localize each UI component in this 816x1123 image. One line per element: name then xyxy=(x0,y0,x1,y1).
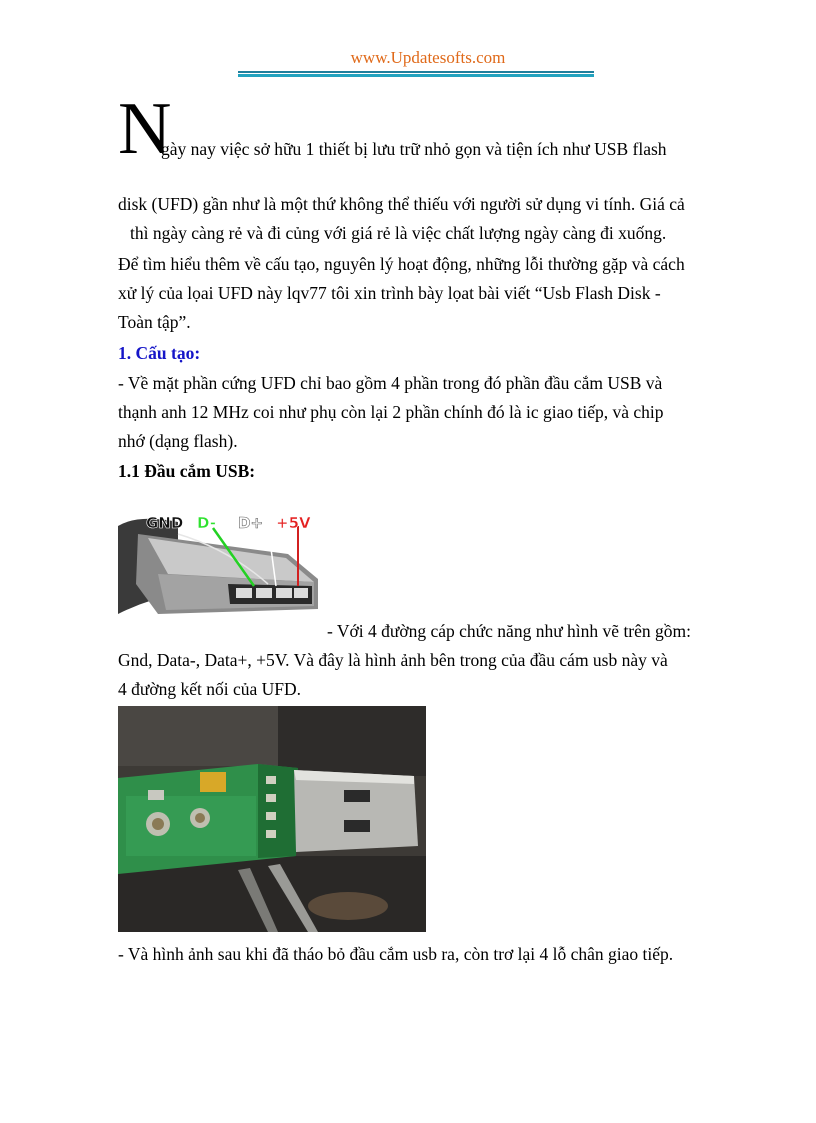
drop-cap: N xyxy=(118,88,172,170)
ufd-internal-photo xyxy=(118,706,426,932)
section1-line-1: - Về mặt phần cứng UFD chỉ bao gồm 4 phần trong đó phần đầu cắm USB và xyxy=(118,373,663,393)
intro-line-1: gày nay việc sở hữu 1 thiết bị lưu trữ nhỏ gọn và tiện ích như USB flash xyxy=(161,139,667,159)
usb-pinout-figure xyxy=(118,504,324,640)
pin-label-5v: +5V xyxy=(276,514,311,532)
intro-line-3: thì ngày càng rẻ và đi củng với giá rẻ là việc chất lượng ngày càng đi xuống. xyxy=(130,223,667,243)
pin-label-gnd: GND xyxy=(146,514,184,532)
site-link[interactable]: www.Updatesofts.com xyxy=(350,48,506,67)
figure-caption-line-1: - Với 4 đường cáp chức năng như hình vẽ trên gồm: xyxy=(327,621,691,641)
pin-label-d-minus: D- xyxy=(197,514,216,532)
pin-label-d-plus: D+ xyxy=(238,514,264,532)
section1-line-3: nhớ (dạng flash). xyxy=(118,431,238,451)
intro-line-5: xử lý của lọai UFD này lqv77 tôi xin trình bày lọat bài viết “Usb Flash Disk - xyxy=(118,283,661,303)
intro-line-6: Toàn tập”. xyxy=(118,312,191,332)
intro-line-2: disk (UFD) gần như là một thứ không thể thiếu với người sử dụng vi tính. Giá cả xyxy=(118,194,685,214)
figure-caption-line-3: 4 đường kết nối của UFD. xyxy=(118,679,302,699)
after-photo-text: - Và hình ảnh sau khi đã tháo bỏ đầu cắm usb ra, còn trơ lại 4 lỗ chân giao tiếp. xyxy=(118,944,674,964)
header-rule xyxy=(238,71,594,77)
section1-line-2: thạnh anh 12 MHz coi như phụ còn lại 2 phần chính đó là ic giao tiếp, và chip xyxy=(118,402,664,422)
figure-caption-line-2: Gnd, Data-, Data+, +5V. Và đây là hình ảnh bên trong của đầu cám usb này và xyxy=(118,650,668,670)
intro-line-4: Để tìm hiểu thêm về cấu tạo, nguyên lý hoạt động, những lỗi thường gặp và cách xyxy=(118,254,685,274)
section-heading-cau-tao: 1. Cấu tạo: xyxy=(118,343,201,363)
section-heading-dau-cam-usb: 1.1 Đầu cắm USB: xyxy=(118,461,256,481)
